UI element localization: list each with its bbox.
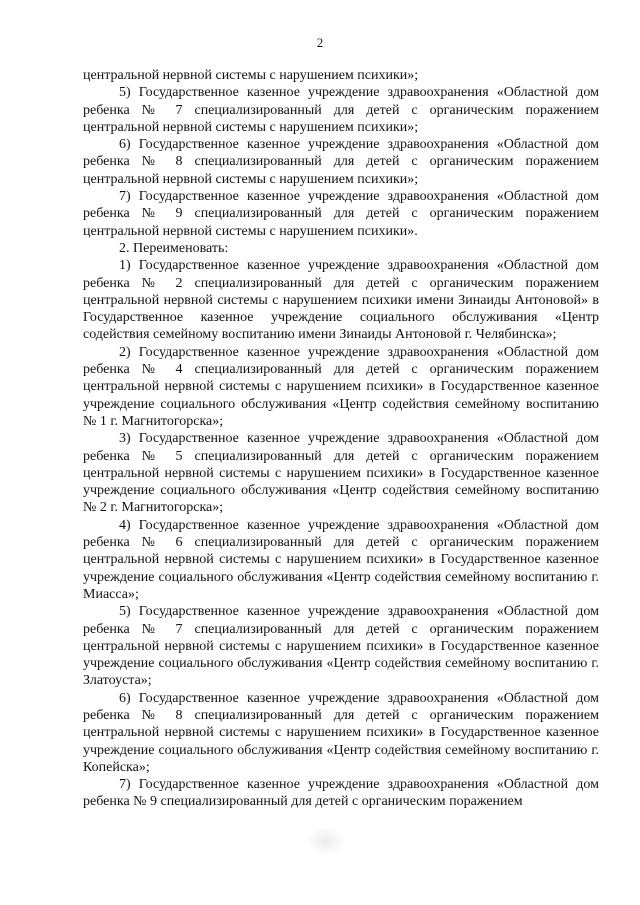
paragraph-item-6: 6) Государственное казенное учреждение здравоохранения «Областной дом ребенка № 8 специализированный для детей с органическим поражением центральной нервной системы с нарушением психики»; <box>83 137 599 187</box>
page-number: 2 <box>316 35 324 50</box>
rename-item-6: 6) Государственное казенное учреждение здравоохранения «Областной дом ребенка № 8 специализированный для детей с органическим поражением центральной нервной системы с нарушением психики» в Государственное казенное учреждение социального обслуживания «Центр содействия семейному воспитанию г. Копейска»; <box>83 690 599 775</box>
rename-item-2: 2) Государственное казенное учреждение здравоохранения «Областной дом ребенка № 4 специализированный для детей с органическим поражением центральной нервной системы с нарушением психики» в Государственное казенное учреждение социального обслуживания «Центр содействия семейному воспитанию № 1 г. Магнитогорска»; <box>83 344 599 429</box>
rename-item-3: 3) Государственное казенное учреждение здравоохранения «Областной дом ребенка № 5 специализированный для детей с органическим поражением центральной нервной системы с нарушением психики» в Государственное казенное учреждение социального обслуживания «Центр содействия семейному воспитанию № 2 г. Магнитогорска»; <box>83 431 599 516</box>
scan-artifact <box>306 826 346 856</box>
section-heading-rename: 2. Переименовать: <box>119 240 229 256</box>
document-body <box>83 67 599 811</box>
paragraph-continuation: центральной нервной системы с нарушением психики»; <box>83 68 419 83</box>
rename-item-7: 7) Государственное казенное учреждение здравоохранения «Областной дом ребенка № 9 специализированный для детей с органическим поражением <box>83 777 599 810</box>
rename-item-1: 1) Государственное казенное учреждение здравоохранения «Областной дом ребенка № 2 специализированный для детей с органическим поражением центральной нервной системы с нарушением психики имени Зинаиды Антоновой» в Государственное казенное учреждение социального обслуживания «Центр содействия семейному воспитанию имени Зинаиды Антоновой г. Челябинска»; <box>83 258 599 343</box>
rename-item-4: 4) Государственное казенное учреждение здравоохранения «Областной дом ребенка № 6 специализированный для детей с органическим поражением центральной нервной системы с нарушением психики» в Государственное казенное учреждение социального обслуживания «Центр содействия семейному воспитанию г. Миасса»; <box>83 517 599 602</box>
rename-item-5: 5) Государственное казенное учреждение здравоохранения «Областной дом ребенка № 7 специализированный для детей с органическим поражением центральной нервной системы с нарушением психики» в Государственное казенное учреждение социального обслуживания «Центр содействия семейному воспитанию г. Златоуста»; <box>83 604 599 689</box>
paragraph-item-5: 5) Государственное казенное учреждение здравоохранения «Областной дом ребенка № 7 специализированный для детей с органическим поражением центральной нервной системы с нарушением психики»; <box>83 85 599 135</box>
paragraph-item-7: 7) Государственное казенное учреждение здравоохранения «Областной дом ребенка № 9 специализированный для детей с органическим поражением центральной нервной системы с нарушением психики». <box>83 189 599 239</box>
